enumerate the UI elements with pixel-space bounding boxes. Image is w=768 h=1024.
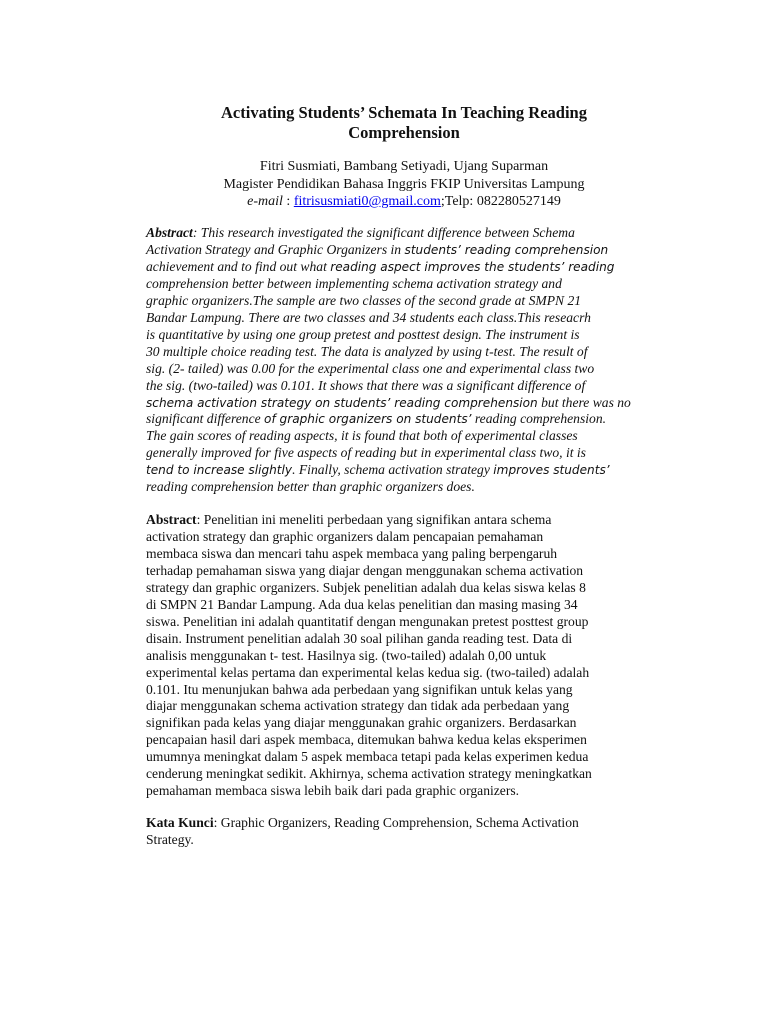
abstract-en-text: . Finally, schema activation strategy <box>292 462 494 478</box>
abstract-id-text: diajar menggunakan schema activation strategy dan tidak ada perbedaan yang <box>146 698 570 714</box>
abstract-en-text: graphic organizers.The sample are two classes of the second grade at SMPN 21 <box>146 292 582 308</box>
abstract-id-text: experimental kelas pertama dan experimental kelas kedua sig. (two-tailed) adalah <box>146 664 590 680</box>
abstract-en-text: improves students’ <box>493 463 610 478</box>
abstract-en-text: generally improved for five aspects of reading but in experimental class two, it is <box>146 445 586 461</box>
keywords-text: Strategy. <box>146 832 194 847</box>
abstract-id-text: : Penelitian ini meneliti perbedaan yang signifikan antara schema <box>196 512 552 527</box>
abstract-english <box>146 225 661 496</box>
abstract-en-label: Abstract <box>146 225 193 240</box>
author-contact <box>0 193 768 211</box>
abstract-id-text: cenderung meningkat sedikit. Akhirnya, schema activation strategy meningkatkan <box>146 766 592 782</box>
abstract-en-text: significant difference <box>146 411 265 427</box>
email-label: e-mail <box>247 194 283 209</box>
abstract-en-text: reading aspect improves the students’ reading <box>330 259 615 274</box>
author-affiliation: Magister Pendidikan Bahasa Inggris FKIP Universitas Lampung <box>223 176 585 192</box>
abstract-en-text: schema activation strategy on students’ reading comprehension <box>146 395 538 410</box>
abstract-en-text: is quantitative by using one group pretest and posttest design. The instrument is <box>146 326 580 342</box>
abstract-id-text: signifikan pada kelas yang diajar menggunakan grahic organizers. Berdasarkan <box>146 715 577 731</box>
abstract-en-text: tend to increase slightly <box>146 463 293 478</box>
abstract-id-text: analisis menggunakan t- test. Hasilnya sig. (two-tailed) adalah 0,00 untuk <box>146 647 547 663</box>
abstract-en-text: Activation Strategy and Graphic Organizers in <box>146 241 405 257</box>
abstract-id-text: di SMPN 21 Bandar Lampung. Ada dua kelas penelitian dan masing masing 34 <box>146 596 578 612</box>
abstract-en-text: the sig. (two-tailed) was 0.101. It shows that there was a significant difference of <box>146 377 586 393</box>
phone-text: ;Telp: 082280527149 <box>440 194 561 209</box>
paper-title <box>0 103 768 142</box>
abstract-id-text: umumnya meningkat dalam 5 aspek membaca tetapi pada kelas experimen kedua <box>146 749 589 765</box>
keywords-text: : Graphic Organizers, Reading Comprehension, Schema Activation <box>213 815 579 830</box>
paper-title-line-1: Activating Students’ Schemata In Teaching Reading <box>221 103 587 122</box>
abstract-id-text: membaca siswa dan mencari tahu aspek membaca yang paling berpengaruh <box>146 545 558 561</box>
abstract-indonesian <box>146 512 661 800</box>
abstract-id-text: pencapaian hasil dari aspek membaca, ditemukan bahwa kedua kelas eksperimen <box>146 732 587 748</box>
abstract-en-text: : This research investigated the significant difference between Schema <box>192 225 575 240</box>
author-names: Fitri Susmiati, Bambang Setiyadi, Ujang Suparman <box>259 159 549 174</box>
abstract-en-text: but there was no <box>537 394 631 410</box>
abstract-en-text: of graphic organizers on students’ <box>264 412 472 427</box>
paper-title-line-2: Comprehension <box>348 122 460 142</box>
abstract-en-text: Bandar Lampung. There are two classes and 34 students each class.This reseacrh <box>146 309 591 325</box>
email-separator: : <box>282 194 294 209</box>
abstract-en-text: comprehension better between implementing schema activation strategy and <box>146 275 562 291</box>
abstract-id-text: pemahaman membaca siswa lebih baik dari pada graphic organizers. <box>146 783 520 799</box>
email-link[interactable]: fitrisusmiati0@gmail.com <box>293 194 441 209</box>
abstract-id-label: Abstract <box>146 512 197 527</box>
abstract-en-text: The gain scores of reading aspects, it is found that both of experimental classes <box>146 428 578 444</box>
abstract-id-text: disain. Instrument penelitian adalah 30 soal pilihan ganda reading test. Data di <box>146 630 573 646</box>
abstract-en-text: achievement and to find out what <box>146 258 331 274</box>
abstract-en-text: students’ reading comprehension <box>404 242 609 257</box>
abstract-en-text: reading comprehension. <box>471 411 607 427</box>
abstract-en-text: sig. (2- tailed) was 0.00 for the experimental class one and experimental class two <box>146 360 595 376</box>
keywords <box>146 814 661 848</box>
abstract-id-text: siswa. Penelitian ini adalah quantitatif dengan mengunakan pretest posttest group <box>146 613 589 629</box>
abstract-id-text: terhadap pemahaman siswa yang diajar dengan menggunakan schema activation <box>146 562 584 578</box>
keywords-label: Kata Kunci <box>146 815 214 830</box>
abstract-en-text: reading comprehension better than graphic organizers does. <box>146 479 475 495</box>
abstract-id-text: 0.101. Itu menunjukan bahwa ada perbedaan yang signifikan untuk kelas yang <box>146 681 573 697</box>
abstract-en-text: 30 multiple choice reading test. The data is analyzed by using t-test. The result of <box>146 343 588 359</box>
abstract-id-text: activation strategy dan graphic organizers dalam pencapaian pemahaman <box>146 528 544 544</box>
author-block <box>0 158 768 211</box>
abstract-id-text: strategy dan graphic organizers. Subjek penelitian adalah dua kelas siswa kelas 8 <box>146 579 586 595</box>
